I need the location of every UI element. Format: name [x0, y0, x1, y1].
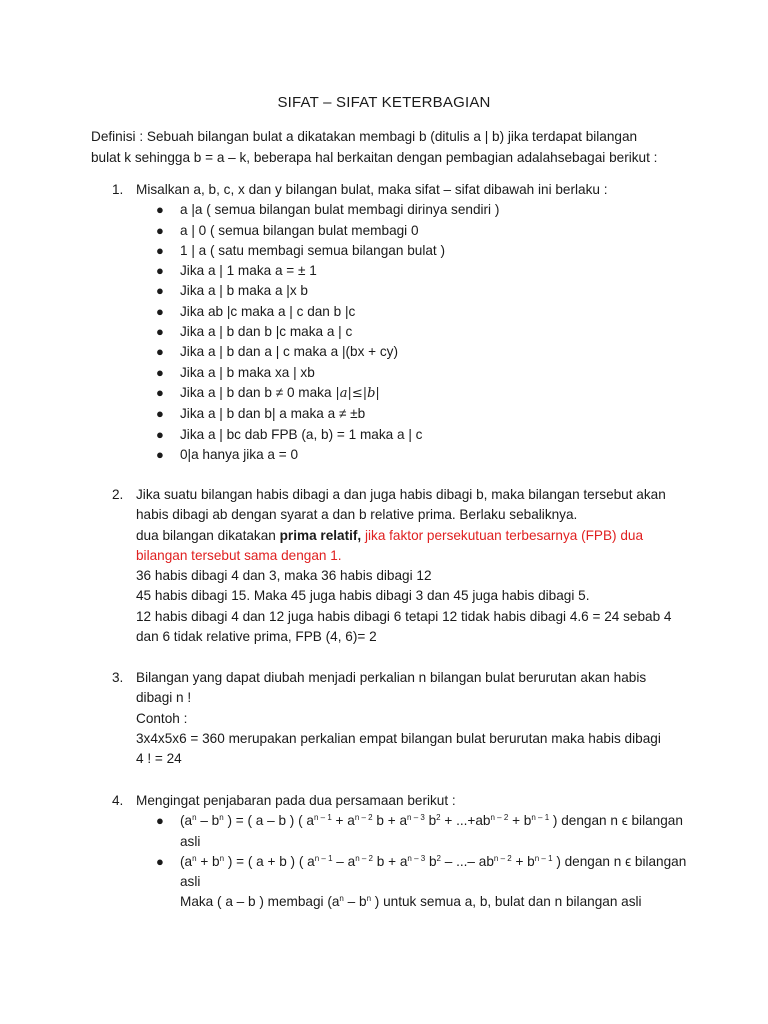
relative-prime-definition: dua bilangan dikatakan prima relatif, jika faktor persekutuan terbesarnya (FPB) dua [136, 527, 644, 543]
bullet-icon: ● [156, 446, 164, 462]
prima-relatif-term: prima relatif, [279, 527, 362, 543]
bullet-icon: ● [156, 324, 164, 340]
list-item: ● Jika a | b dan a | c maka a |(bx + cy) [180, 342, 682, 362]
example-line: 12 habis dibagi 4 dan 12 juga habis dibagi 6 tetapi 12 tidak habis dibagi 4.6 = 24 sebab 4 [136, 608, 672, 624]
section-4-intro: Mengingat penjabaran pada dua persamaan berikut : [136, 793, 456, 808]
section-1 [112, 180, 682, 465]
section-4 [112, 791, 687, 913]
section-number: 4. [112, 793, 124, 808]
definition-line-1: Definisi : Sebuah bilangan bulat a dikatakan membagi b (ditulis a | b) jika terdapat bilangan [91, 129, 638, 144]
definition-line-2: bulat k sehingga b = a – k, beberapa hal berkaitan dengan pembagian adalahsebagai berikut : [91, 150, 658, 165]
example-line: 36 habis dibagi 4 dan 3, maka 36 habis dibagi 12 [136, 568, 432, 584]
bullet-icon: ● [156, 263, 164, 279]
list-item: ● a |a ( semua bilangan bulat membagi dirinya sendiri ) [180, 200, 682, 220]
list-item: ● Jika a | b maka xa | xb [180, 363, 682, 383]
section-number: 3. [112, 670, 124, 685]
bullet-icon: ● [156, 426, 164, 442]
bullet-icon: ● [156, 283, 164, 299]
definition-paragraph [91, 126, 691, 168]
bullet-icon: ● [156, 406, 164, 422]
list-item: ● Jika a | b dan b ≠ 0 maka |a|≤|b| [180, 383, 682, 404]
list-item: ● 1 | a ( satu membagi semua bilangan bulat ) [180, 241, 682, 261]
list-item: ● Jika a | bc dab FPB (a, b) = 1 maka a | c [180, 425, 682, 445]
section-1-intro: Misalkan a, b, c, x dan y bilangan bulat, maka sifat – sifat dibawah ini berlaku : [136, 182, 608, 197]
bullet-icon: ● [156, 344, 164, 360]
bullet-icon: ● [156, 222, 164, 238]
bullet-icon: ● [156, 202, 164, 218]
list-item: ● 0|a hanya jika a = 0 [180, 445, 682, 465]
section-2-line: Jika suatu bilangan habis dibagi a dan juga habis dibagi b, maka bilangan tersebut akan [136, 487, 666, 502]
section-3-line: Bilangan yang dapat diubah menjadi perkalian n bilangan bulat berurutan akan habis [136, 670, 647, 685]
section-number: 1. [112, 182, 124, 197]
bullet-icon: ● [156, 242, 164, 258]
inequality-expression: |a|≤|b| [335, 385, 380, 401]
section-3-line: dibagi n ! [136, 690, 192, 706]
bullet-icon: ● [156, 364, 164, 380]
example-line: 4 ! = 24 [136, 751, 182, 767]
list-item: ● a | 0 ( semua bilangan bulat membagi 0 [180, 221, 682, 241]
formula-item: ● ($a^n + b^n$ ) = ( a + b ) ( $a^{n - 1} - a^{n - 2}$ $b + a^{n - 3}$ $b^2$ – ...– $ab^{n - 2} + b^{n - 1}$ ) dengan n ϵ bilangan [180, 852, 682, 872]
formula-continuation: asli [180, 833, 201, 849]
closing-statement: Maka ( a – b ) membagi ($a^n - b^n$ ) untuk semua a, b, bulat dan n bilangan asli [180, 894, 642, 910]
example-line: 3x4x5x6 = 360 merupakan perkalian empat bilangan bulat berurutan maka habis dibagi [136, 730, 661, 746]
example-line: dan 6 tidak relative prima, FPB (4, 6)= 2 [136, 629, 377, 645]
example-line: 45 habis dibagi 15. Maka 45 juga habis dibagi 3 dan 45 juga habis dibagi 5. [136, 588, 590, 604]
document-title: SIFAT – SIFAT KETERBAGIAN [277, 94, 491, 111]
example-label: Contoh : [136, 710, 188, 726]
properties-list [156, 200, 682, 465]
list-item: ● Jika a | b dan b| a maka a ≠ ±b [180, 404, 682, 424]
list-item: ● Jika a | 1 maka a = ± 1 [180, 261, 682, 281]
bullet-icon: ● [156, 384, 164, 400]
formula-continuation: asli [180, 874, 201, 890]
section-2-line: bilangan tersebut sama dengan 1. [136, 547, 342, 563]
bullet-icon: ● [156, 853, 164, 869]
formula-item: ● ($a^n - b^n$ ) = ( a – b ) ( $a^{n - 1} + a^{n - 2}$ $b + a^{n - 3}$ $b^2 + ...+ab^{n - 2} + b^{n - 1}$ ) dengan n ϵ bilangan [180, 811, 682, 831]
section-2 [112, 485, 682, 647]
section-number: 2. [112, 487, 124, 502]
list-item: ● Jika ab |c maka a | c dan b |c [180, 302, 682, 322]
bullet-icon: ● [156, 813, 164, 829]
section-3 [112, 668, 682, 769]
list-item: ● Jika a | b dan b |c maka a | c [180, 322, 682, 342]
formula-list [156, 811, 687, 912]
section-2-line: habis dibagi ab dengan syarat a dan b relative prima. Berlaku sebaliknya. [136, 507, 578, 523]
list-item: ● Jika a | b maka a |x b [180, 281, 682, 301]
bullet-icon: ● [156, 303, 164, 319]
